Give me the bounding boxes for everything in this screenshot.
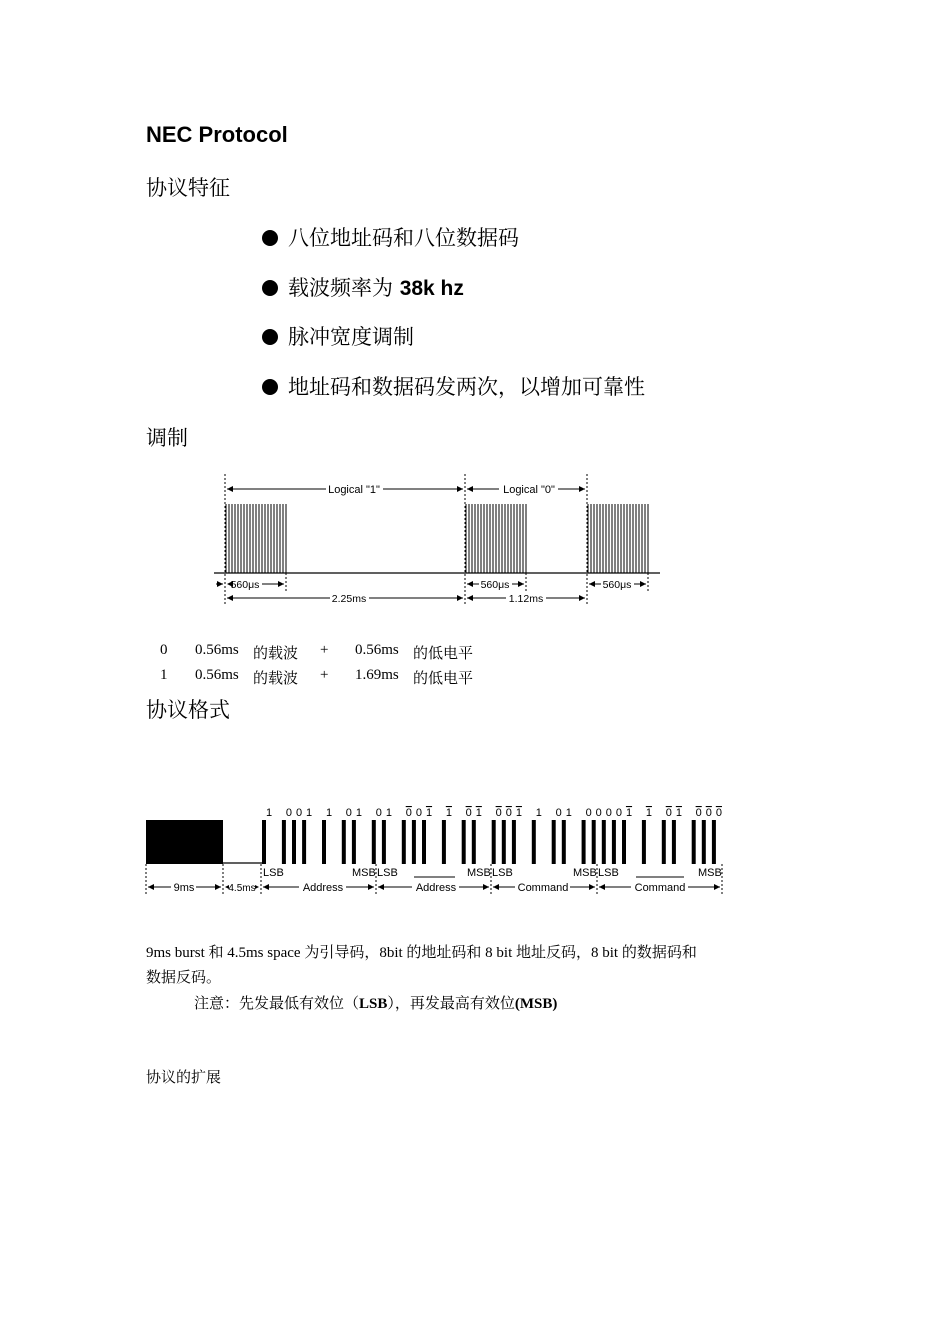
- section-extension: 协议的扩展: [146, 1070, 222, 1086]
- bit-labels: [266, 807, 722, 819]
- carrier-duration: 0.56ms: [195, 667, 239, 683]
- bit-pulse: [442, 820, 446, 864]
- feature-text: 载波频率为: [288, 276, 400, 300]
- bit-value-label: 0: [345, 807, 352, 819]
- bit-pulse: [462, 820, 466, 864]
- bit-value-label: 0: [415, 807, 422, 819]
- msb-label: MSB: [698, 867, 722, 879]
- format-description-line1: 9ms burst 和 4.5ms space 为引导码，8bit 的地址码和 8 bit 地址反码，8 bit 的数据码和: [146, 945, 697, 961]
- bit-pulse: [602, 820, 606, 864]
- bit-pulse: [612, 820, 616, 864]
- bit-value-label: 1: [675, 807, 682, 819]
- low-duration: 1.69ms: [355, 667, 399, 683]
- pulse-width-label: 560μs: [602, 579, 632, 591]
- pulse-width-label: 560μs: [480, 579, 510, 591]
- section-modulation: 调制: [146, 426, 188, 450]
- modulation-diagram: [0, 0, 950, 620]
- bit-value-label: 1: [645, 807, 652, 819]
- plus-sign: +: [320, 667, 329, 683]
- bit-value-label: 1: [385, 807, 392, 819]
- bit-pulse: [642, 820, 646, 864]
- format-description-line2: 数据反码。: [146, 970, 222, 986]
- leader-burst: [146, 820, 223, 864]
- frame-diagram: [0, 790, 950, 905]
- bit-pulse: [282, 820, 286, 864]
- bit-value-label: 0: [715, 807, 722, 819]
- bit-value-label: 1: [565, 807, 572, 819]
- arrowheads: [217, 486, 646, 601]
- space-label: 4.5ms: [228, 883, 256, 894]
- lsb-label: LSB: [598, 867, 619, 879]
- bit-pulse: [342, 820, 346, 864]
- bit-value-label: 0: [605, 807, 612, 819]
- bit-value-label: 0: [585, 807, 592, 819]
- lsb-note: [194, 992, 557, 1013]
- bit-value-label: 1: [515, 807, 522, 819]
- bit-value-label: 0: [465, 807, 472, 819]
- msb-label: MSB: [352, 867, 376, 879]
- bit-pulse: [512, 820, 516, 864]
- bit-value-label: 0: [595, 807, 602, 819]
- bit-pulse: [662, 820, 666, 864]
- bit-value-label: 0: [375, 807, 382, 819]
- feature-bold: 38k hz: [399, 277, 464, 300]
- note-middle: ），再发最高有效位: [387, 996, 515, 1012]
- msb-label: MSB: [467, 867, 491, 879]
- lsb-label: LSB: [263, 867, 284, 879]
- bit-pulse: [502, 820, 506, 864]
- bit-pulse: [412, 820, 416, 864]
- lsb-label: LSB: [492, 867, 513, 879]
- page-title: NEC Protocol: [146, 122, 288, 147]
- bit-pulse: [422, 820, 426, 864]
- bit-pulse: [302, 820, 306, 864]
- msb-label: MSB: [573, 867, 597, 879]
- bit-pulse: [492, 820, 496, 864]
- feature-text: 脉冲宽度调制: [288, 325, 414, 349]
- bit-value-label: 1: [475, 807, 482, 819]
- bit-pulse: [552, 820, 556, 864]
- bit-value-label: 0: [285, 807, 292, 819]
- bit-pulse: [262, 820, 266, 864]
- bit-pulse: [402, 820, 406, 864]
- lead-label: 9ms: [173, 882, 195, 894]
- carrier-duration: 0.56ms: [195, 642, 239, 658]
- bit-value-label: 1: [355, 807, 362, 819]
- bit-pulse: [372, 820, 376, 864]
- bit-value-label: 0: [505, 807, 512, 819]
- bit-pulse: [322, 820, 326, 864]
- bit-value-label: 1: [425, 807, 433, 819]
- bit-pulse: [622, 820, 626, 864]
- bit-value-label: 0: [695, 807, 702, 819]
- feature-text: 八位地址码和八位数据码: [288, 226, 519, 250]
- bit-value-label: 0: [295, 807, 303, 819]
- bit-value: 1: [160, 667, 168, 683]
- bit-value-label: 1: [445, 807, 452, 819]
- plus-sign: +: [320, 642, 329, 658]
- command-label: Command: [517, 882, 569, 894]
- bit-pulse: [352, 820, 356, 864]
- bit-value-label: 1: [306, 807, 313, 819]
- bit-value: 0: [160, 642, 168, 658]
- bit-pulse: [582, 820, 586, 864]
- guide-lines: [225, 474, 648, 604]
- bit-value-label: 1: [625, 807, 633, 819]
- note-prefix: 注意：先发最低有效位（: [194, 996, 360, 1012]
- lsb-label: LSB: [377, 867, 398, 879]
- bit-pulse: [672, 820, 676, 864]
- bit-pulse: [382, 820, 386, 864]
- period-0-label: 1.12ms: [508, 593, 544, 605]
- bit-value-label: 0: [495, 807, 502, 819]
- bit-row-1: [160, 667, 560, 687]
- bit-pulse: [562, 820, 566, 864]
- bit-pulses: [262, 820, 716, 864]
- bit-pulse: [702, 820, 706, 864]
- bit-value-label: 0: [665, 807, 672, 819]
- carrier-label: 的载波: [253, 646, 299, 662]
- bit-value-label: 0: [405, 807, 412, 819]
- low-label: 的低电平: [413, 671, 474, 687]
- note-msb: (MSB): [514, 996, 558, 1012]
- section-features: 协议特征: [146, 176, 230, 200]
- logical-1-label: Logical "1": [328, 484, 380, 496]
- low-label: 的低电平: [413, 646, 474, 662]
- section-format: 协议格式: [146, 698, 230, 722]
- pulse-width-label: 560μs: [230, 579, 260, 591]
- address-inverse-label: Address: [415, 882, 457, 894]
- note-lsb: LSB: [359, 996, 388, 1012]
- bit-pulse: [692, 820, 696, 864]
- bit-value-label: 1: [265, 807, 273, 819]
- period-1-label: 2.25ms: [331, 593, 367, 605]
- bit-value-label: 0: [615, 807, 622, 819]
- bit-pulse: [472, 820, 476, 864]
- bit-row-0: [160, 642, 560, 662]
- bit-pulse: [532, 820, 536, 864]
- feature-text: 地址码和数据码发两次，以增加可靠性: [288, 375, 645, 399]
- bit-pulse: [592, 820, 596, 864]
- carrier-label: 的载波: [253, 671, 299, 687]
- command-inverse-label: Command: [634, 882, 686, 894]
- bit-value-label: 0: [705, 807, 712, 819]
- bit-value-label: 0: [555, 807, 562, 819]
- low-duration: 0.56ms: [355, 642, 399, 658]
- bit-pulse: [712, 820, 716, 864]
- logical-0-label: Logical "0": [503, 484, 555, 496]
- carrier-pulses: [226, 504, 648, 573]
- address-label: Address: [302, 882, 344, 894]
- bit-value-label: 1: [325, 807, 333, 819]
- bit-pulse: [292, 820, 296, 864]
- bit-value-label: 1: [535, 807, 542, 819]
